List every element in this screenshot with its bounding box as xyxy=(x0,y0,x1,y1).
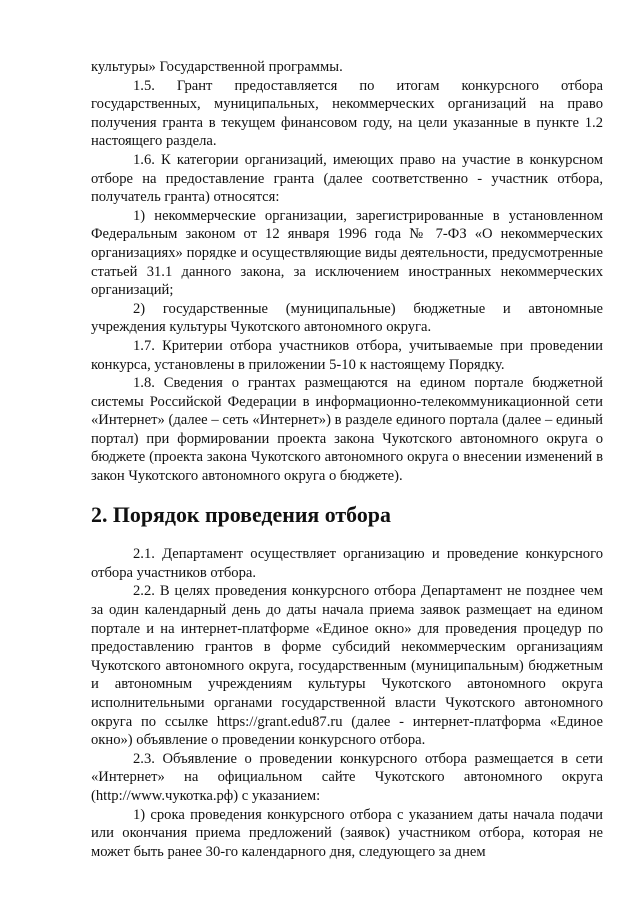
paragraph: 1) некоммерческие организации, зарегистрированные в установленном Федеральным законом от 12 января 1996 года № 7-ФЗ «О некоммерческих организациях» порядке и осуществляющие виды деятельности, предусмотренные статьей 31.1 данного закона, за исключением иностранных некоммерческих организаций; xyxy=(91,207,603,299)
paragraph: 1.5. Грант предоставляется по итогам конкурсного отбора государственных, муниципальных, некоммерческих организаций на право получения гранта в текущем финансовом году, на цели указанные в пункте 1.2 настоящего раздела. xyxy=(91,77,603,150)
paragraph: 2) государственные (муниципальные) бюджетные и автономные учреждения культуры Чукотского автономного округа. xyxy=(91,300,603,336)
document-page xyxy=(91,58,603,861)
section-heading: 2. Порядок проведения отбора xyxy=(91,501,391,527)
paragraph: культуры» Государственной программы. xyxy=(91,59,343,75)
paragraph: 2.3. Объявление о проведении конкурсного отбора размещается в сети «Интернет» на официальном сайте Чукотского автономного округа (http://www.чукотка.рф) с указанием: xyxy=(91,750,603,804)
paragraph: 1) срока проведения конкурсного отбора с указанием даты начала подачи или окончания приема предложений (заявок) участником отбора, которая не может быть ранее 30-го календарного дня, следующего за днем xyxy=(91,806,603,860)
paragraph: 1.6. К категории организаций, имеющих право на участие в конкурсном отборе на предоставление гранта (далее соответственно - участник отбора, получатель гранта) относятся: xyxy=(91,151,603,206)
paragraph: 2.2. В целях проведения конкурсного отбора Департамент не позднее чем за один календарный день до даты начала приема заявок размещает на едином портале и на интернет-платформе «Единое окно» для проведения процедур по предоставлению грантов в форме субсидий некоммерческим организациям Чукотского автономного округа, государственным (муниципальным) бюджетным и автономным учреждениям культуры Чукотского автономного округа исполнительными органами государственной власти Чукотского автономного округа по ссылке https://grant.edu87.ru (далее - интернет-платформа «Единое окно») объявление о проведении конкурсного отбора. xyxy=(91,583,603,749)
paragraph: 2.1. Департамент осуществляет организацию и проведение конкурсного отбора участников отбора. xyxy=(91,546,603,581)
paragraph: 1.8. Сведения о грантах размещаются на едином портале бюджетной системы Российской Федерации в информационно-телекоммуникационной сети «Интернет» (далее – сеть «Интернет») в разделе единого портала (далее – единый портал) при формировании проекта закона Чукотского автономного округа о бюджете (проекта закона Чукотского автономного округа о внесении изменений в закон Чукотского автономного округа о бюджете). xyxy=(91,375,603,485)
paragraph: 1.7. Критерии отбора участников отбора, учитываемые при проведении конкурса, установлены в приложении 5-10 к настоящему Порядку. xyxy=(91,337,603,373)
